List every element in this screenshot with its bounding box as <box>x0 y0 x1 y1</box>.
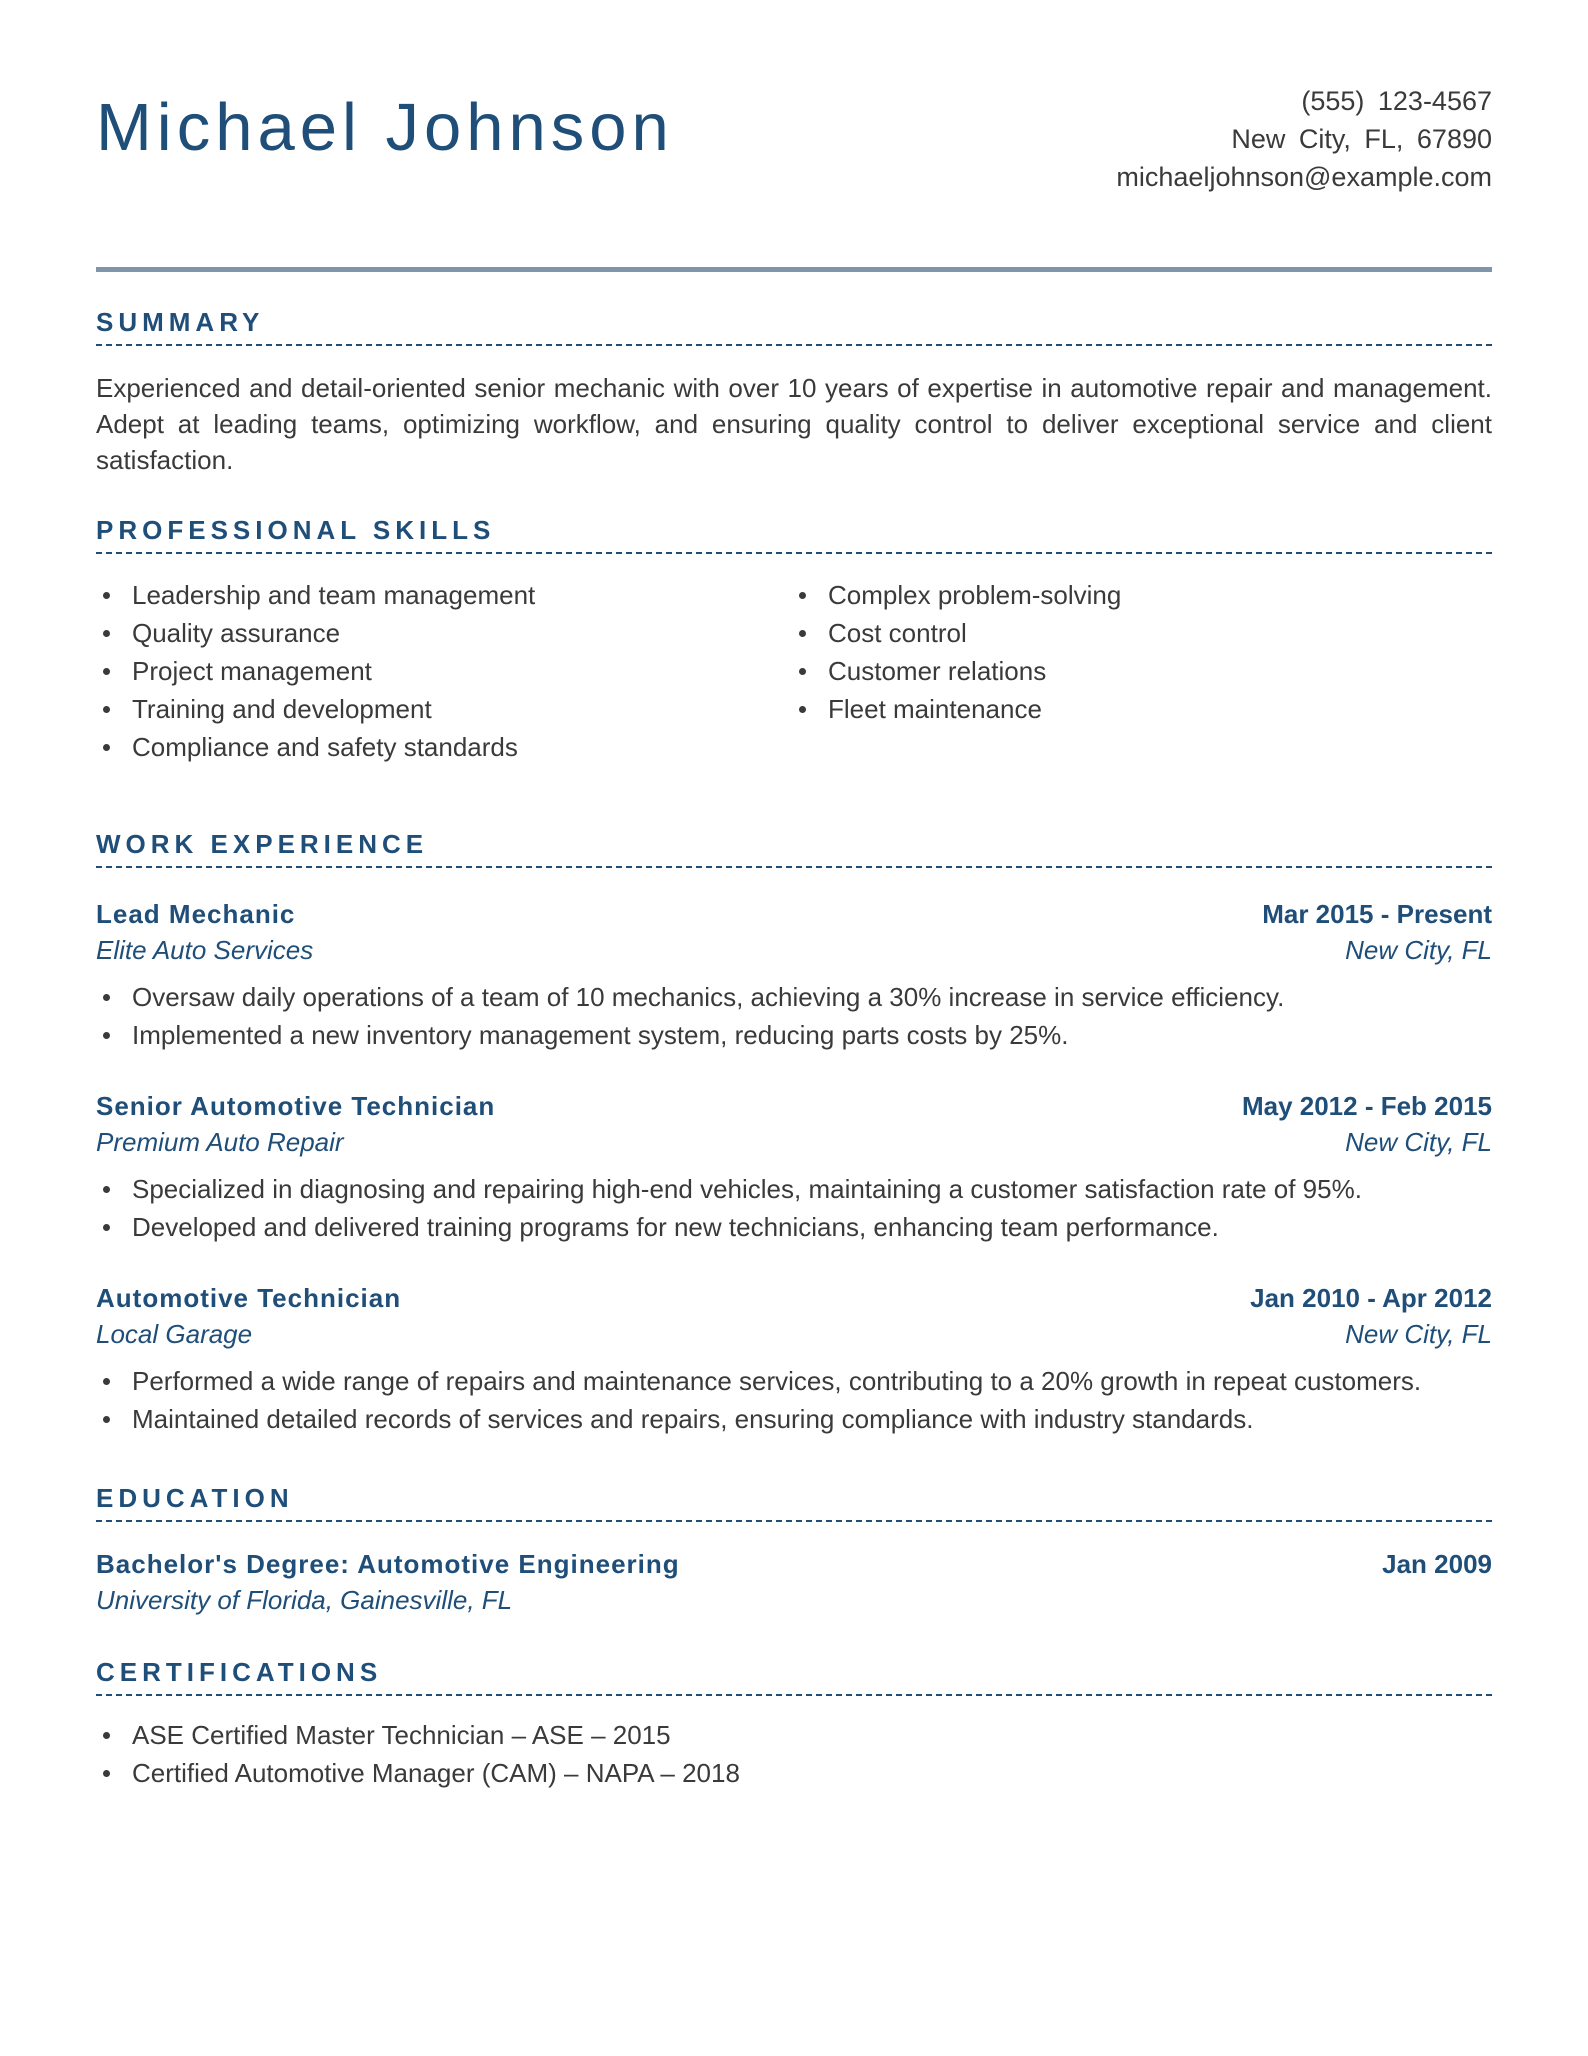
certifications-heading: CERTIFICATIONS <box>96 1656 1492 1696</box>
certification-item: Certified Automotive Manager (CAM) – NAPA – 2018 <box>96 1754 1492 1792</box>
skills-column-left <box>96 576 792 766</box>
job-title: Senior Automotive Technician <box>96 1091 496 1121</box>
contact-address: New City, FL, 67890 <box>1231 124 1492 154</box>
job-title: Automotive Technician <box>96 1283 402 1313</box>
job-location: New City, FL <box>1345 1127 1492 1157</box>
skills-section <box>96 514 1492 766</box>
job-bullets <box>96 1362 1492 1438</box>
job-entry <box>96 1088 1492 1246</box>
job-company: Local Garage <box>96 1319 253 1349</box>
skill-item: Quality assurance <box>96 614 792 652</box>
education-heading: EDUCATION <box>96 1482 1492 1522</box>
contact-phone: (555) 123-4567 <box>1301 86 1492 116</box>
skill-item: Project management <box>96 652 792 690</box>
job-bullet: Developed and delivered training programs for new technicians, enhancing team performance. <box>96 1208 1492 1246</box>
contact-info <box>1116 82 1492 196</box>
job-bullet: Implemented a new inventory management system, reducing parts costs by 25%. <box>96 1016 1492 1054</box>
skill-item: Leadership and team management <box>96 576 792 614</box>
skill-item: Compliance and safety standards <box>96 728 792 766</box>
job-company: Premium Auto Repair <box>96 1127 344 1157</box>
school-name: University of Florida, Gainesville, FL <box>96 1585 513 1615</box>
job-bullet: Oversaw daily operations of a team of 10 mechanics, achieving a 30% increase in service efficiency. <box>96 978 1492 1016</box>
job-bullets <box>96 978 1492 1054</box>
job-dates: May 2012 - Feb 2015 <box>1241 1091 1492 1121</box>
skills-heading: PROFESSIONAL SKILLS <box>96 514 1492 554</box>
job-company: Elite Auto Services <box>96 935 314 965</box>
resume-header <box>96 0 1492 270</box>
degree-date: Jan 2009 <box>1382 1549 1492 1579</box>
skills-column-right <box>792 576 1488 766</box>
contact-email: michaeljohnson@example.com <box>1116 162 1492 192</box>
education-section <box>96 1482 1492 1618</box>
degree-title: Bachelor's Degree: Automotive Engineering <box>96 1549 680 1579</box>
skill-item: Training and development <box>96 690 792 728</box>
skill-item: Fleet maintenance <box>792 690 1488 728</box>
skill-item: Customer relations <box>792 652 1488 690</box>
certifications-section <box>96 1656 1492 1792</box>
job-bullets <box>96 1170 1492 1246</box>
skills-columns <box>96 576 1492 766</box>
experience-heading: WORK EXPERIENCE <box>96 828 1492 868</box>
certification-list <box>96 1716 1492 1792</box>
candidate-name: Michael Johnson <box>96 90 674 165</box>
job-title: Lead Mechanic <box>96 899 296 929</box>
skill-item: Complex problem-solving <box>792 576 1488 614</box>
certification-item: ASE Certified Master Technician – ASE – 2015 <box>96 1716 1492 1754</box>
job-entry <box>96 1280 1492 1438</box>
job-bullet: Maintained detailed records of services and repairs, ensuring compliance with industry standards. <box>96 1400 1492 1438</box>
header-divider <box>96 267 1492 272</box>
skill-item: Cost control <box>792 614 1488 652</box>
summary-section <box>96 306 1492 478</box>
experience-section <box>96 828 1492 1438</box>
job-dates: Jan 2010 - Apr 2012 <box>1250 1283 1492 1313</box>
job-bullet: Performed a wide range of repairs and maintenance services, contributing to a 20% growth in repeat customers. <box>96 1362 1492 1400</box>
job-location: New City, FL <box>1345 1319 1492 1349</box>
summary-heading: SUMMARY <box>96 306 1492 346</box>
summary-text: Experienced and detail-oriented senior mechanic with over 10 years of expertise in automotive repair and management. Adept at leading teams, optimizing workflow, and ensuring quality control to deliver exceptional service and client satisfaction. <box>96 373 1492 475</box>
job-entry <box>96 896 1492 1054</box>
job-dates: Mar 2015 - Present <box>1262 899 1492 929</box>
education-entry <box>96 1546 1492 1618</box>
job-location: New City, FL <box>1345 935 1492 965</box>
job-bullet: Specialized in diagnosing and repairing high-end vehicles, maintaining a customer satisfaction rate of 95%. <box>96 1170 1492 1208</box>
